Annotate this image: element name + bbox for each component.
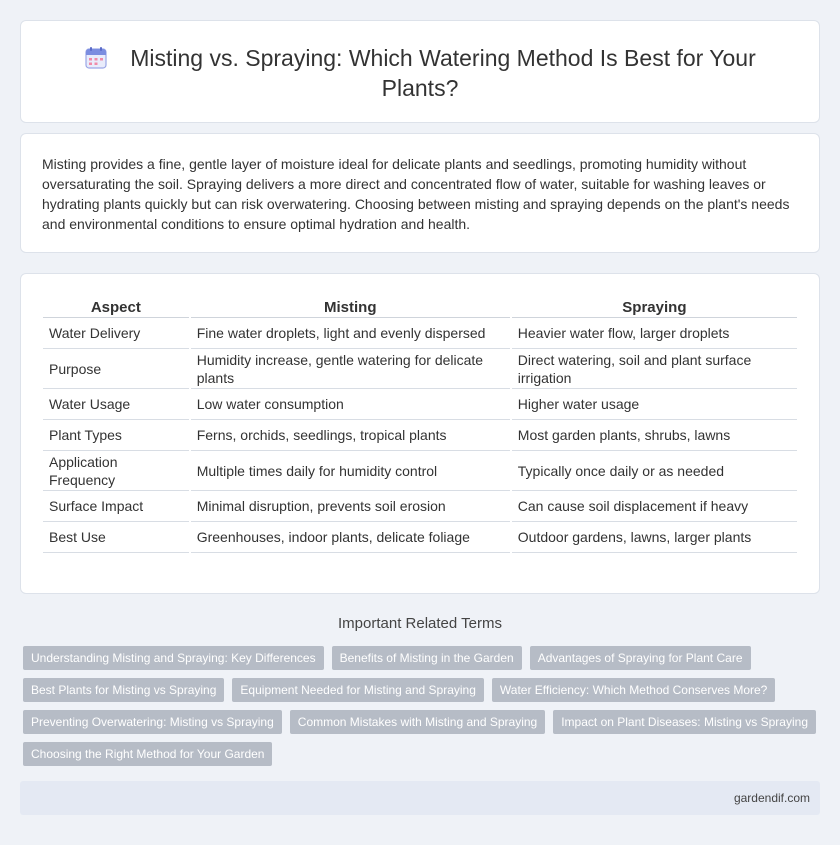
table-cell: Can cause soil displacement if heavy bbox=[512, 491, 797, 522]
table-cell: Purpose bbox=[43, 349, 189, 389]
table-row bbox=[43, 451, 797, 491]
comparison-table bbox=[41, 294, 799, 553]
page-title-wrap bbox=[21, 43, 819, 103]
table-cell: Low water consumption bbox=[191, 389, 510, 420]
footer-bar bbox=[20, 781, 820, 815]
related-term-tag[interactable]: Choosing the Right Method for Your Garden bbox=[23, 742, 272, 766]
table-cell: Best Use bbox=[43, 522, 189, 553]
related-terms-title: Important Related Terms bbox=[338, 615, 502, 632]
table-header-row bbox=[43, 294, 797, 318]
footer-site-link[interactable]: gardendif.com bbox=[733, 791, 810, 805]
header-spraying: Spraying bbox=[512, 294, 797, 318]
table-cell: Ferns, orchids, seedlings, tropical plants bbox=[191, 420, 510, 451]
table-cell: Water Delivery bbox=[43, 318, 189, 349]
related-term-tag[interactable]: Advantages of Spraying for Plant Care bbox=[530, 646, 751, 670]
header-aspect: Aspect bbox=[43, 294, 189, 318]
header-misting: Misting bbox=[191, 294, 510, 318]
table-cell: Heavier water flow, larger droplets bbox=[512, 318, 797, 349]
table-cell: Surface Impact bbox=[43, 491, 189, 522]
related-term-tag[interactable]: Best Plants for Misting vs Spraying bbox=[23, 678, 224, 702]
table-row bbox=[43, 420, 797, 451]
related-term-tag[interactable]: Equipment Needed for Misting and Spraying bbox=[232, 678, 483, 702]
table-row bbox=[43, 491, 797, 522]
table-cell: Fine water droplets, light and evenly dispersed bbox=[191, 318, 510, 349]
table-row bbox=[43, 389, 797, 420]
table-cell: Humidity increase, gentle watering for delicate plants bbox=[191, 349, 510, 389]
related-term-tag[interactable]: Preventing Overwatering: Misting vs Spraying bbox=[23, 710, 282, 734]
intro-paragraph: Misting provides a fine, gentle layer of moisture ideal for delicate plants and seedlings, promoting humidity without oversaturating the soil. Spraying delivers a more direct and concentrated flow of water, suitable for washing leaves or hydrating plants quickly but can risk overwatering. Choosing between misting and spraying depends on the plant's needs and environmental conditions to ensure optimal hydration and health. bbox=[42, 156, 790, 232]
related-term-tag[interactable]: Water Efficiency: Which Method Conserves More? bbox=[492, 678, 775, 702]
table-row bbox=[43, 349, 797, 389]
table-cell: Minimal disruption, prevents soil erosion bbox=[191, 491, 510, 522]
related-term-tag[interactable]: Common Mistakes with Misting and Spraying bbox=[290, 710, 545, 734]
calendar-icon bbox=[84, 46, 108, 70]
intro-card bbox=[20, 133, 820, 253]
table-cell: Water Usage bbox=[43, 389, 189, 420]
table-cell: Typically once daily or as needed bbox=[512, 451, 797, 491]
header-card bbox=[20, 20, 820, 123]
page-title: Misting vs. Spraying: Which Watering Method Is Best for Your Plants? bbox=[130, 45, 756, 101]
table-row bbox=[43, 318, 797, 349]
table-cell: Multiple times daily for humidity control bbox=[191, 451, 510, 491]
related-term-tag[interactable]: Benefits of Misting in the Garden bbox=[332, 646, 522, 670]
table-row bbox=[43, 522, 797, 553]
related-term-tag[interactable]: Impact on Plant Diseases: Misting vs Spraying bbox=[553, 710, 816, 734]
table-cell: Direct watering, soil and plant surface irrigation bbox=[512, 349, 797, 389]
related-terms-list bbox=[23, 646, 823, 766]
comparison-card bbox=[20, 273, 820, 594]
table-cell: Plant Types bbox=[43, 420, 189, 451]
table-cell: Outdoor gardens, lawns, larger plants bbox=[512, 522, 797, 553]
table-cell: Higher water usage bbox=[512, 389, 797, 420]
table-cell: Greenhouses, indoor plants, delicate foliage bbox=[191, 522, 510, 553]
related-term-tag[interactable]: Understanding Misting and Spraying: Key Differences bbox=[23, 646, 324, 670]
table-cell: Most garden plants, shrubs, lawns bbox=[512, 420, 797, 451]
table-cell: Application Frequency bbox=[43, 451, 189, 491]
